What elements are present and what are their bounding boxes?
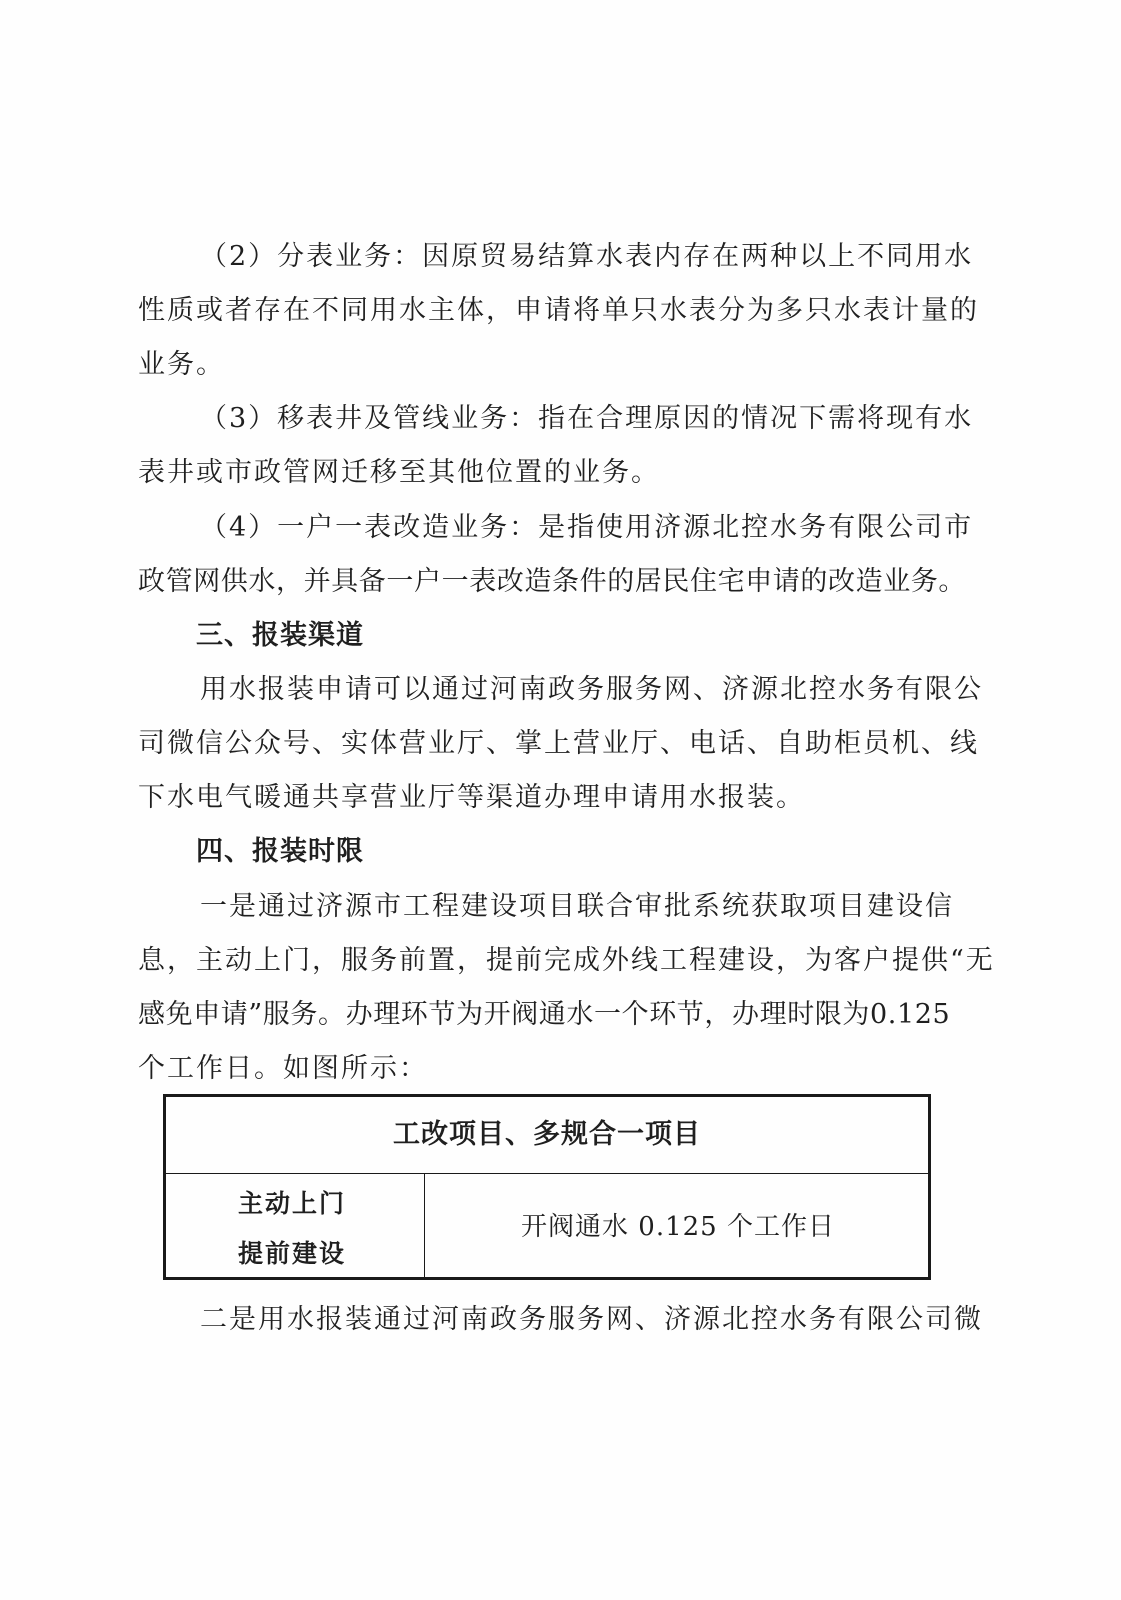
table-cell-right: 开阀通水 0.125 个工作日 <box>521 1212 835 1242</box>
paragraph-line: 表井或市政管网迁移至其他位置的业务。 <box>138 457 660 488</box>
paragraph-line: 司微信公众号、实体营业厅、掌上营业厅、电话、自助柜员机、线 <box>138 728 979 759</box>
paragraph-line: 用水报装申请可以通过河南政务服务网、济源北控水务有限公 <box>200 674 983 705</box>
paragraph-line: 性质或者存在不同用水主体，申请将单只水表分为多只水表计量的 <box>138 295 979 326</box>
paragraph-line: 业务。 <box>138 349 225 380</box>
paragraph-line: 个工作日。如图所示： <box>138 1053 428 1084</box>
paragraph-line: （2）分表业务：因原贸易结算水表内存在两种以上不同用水 <box>200 241 974 272</box>
paragraph-line: 下水电气暖通共享营业厅等渠道办理申请用水报装。 <box>138 782 805 813</box>
table-header: 工改项目、多规合一项目 <box>166 1097 928 1174</box>
section-heading: 四、报装时限 <box>196 836 364 867</box>
table-cell-left-line1: 主动上门 <box>238 1189 347 1218</box>
process-table <box>163 1094 931 1280</box>
paragraph-line: 感免申请”服务。办理环节为开阀通水一个环节，办理时限为0.125 <box>138 999 951 1030</box>
table-cell-left <box>166 1174 425 1280</box>
paragraph-line: 息，主动上门，服务前置，提前完成外线工程建设，为客户提供“无 <box>138 945 995 976</box>
paragraph-line: 一是通过济源市工程建设项目联合审批系统获取项目建设信 <box>200 891 954 922</box>
table-cell-left-line2: 提前建设 <box>238 1239 347 1268</box>
paragraph-line: 二是用水报装通过河南政务服务网、济源北控水务有限公司微 <box>200 1304 983 1335</box>
paragraph-line: （4）一户一表改造业务：是指使用济源北控水务有限公司市 <box>200 512 974 543</box>
paragraph-line: （3）移表井及管线业务：指在合理原因的情况下需将现有水 <box>200 403 974 434</box>
paragraph-line: 政管网供水，并具备一户一表改造条件的居民住宅申请的改造业务。 <box>138 566 966 597</box>
section-heading: 三、报装渠道 <box>196 620 364 651</box>
